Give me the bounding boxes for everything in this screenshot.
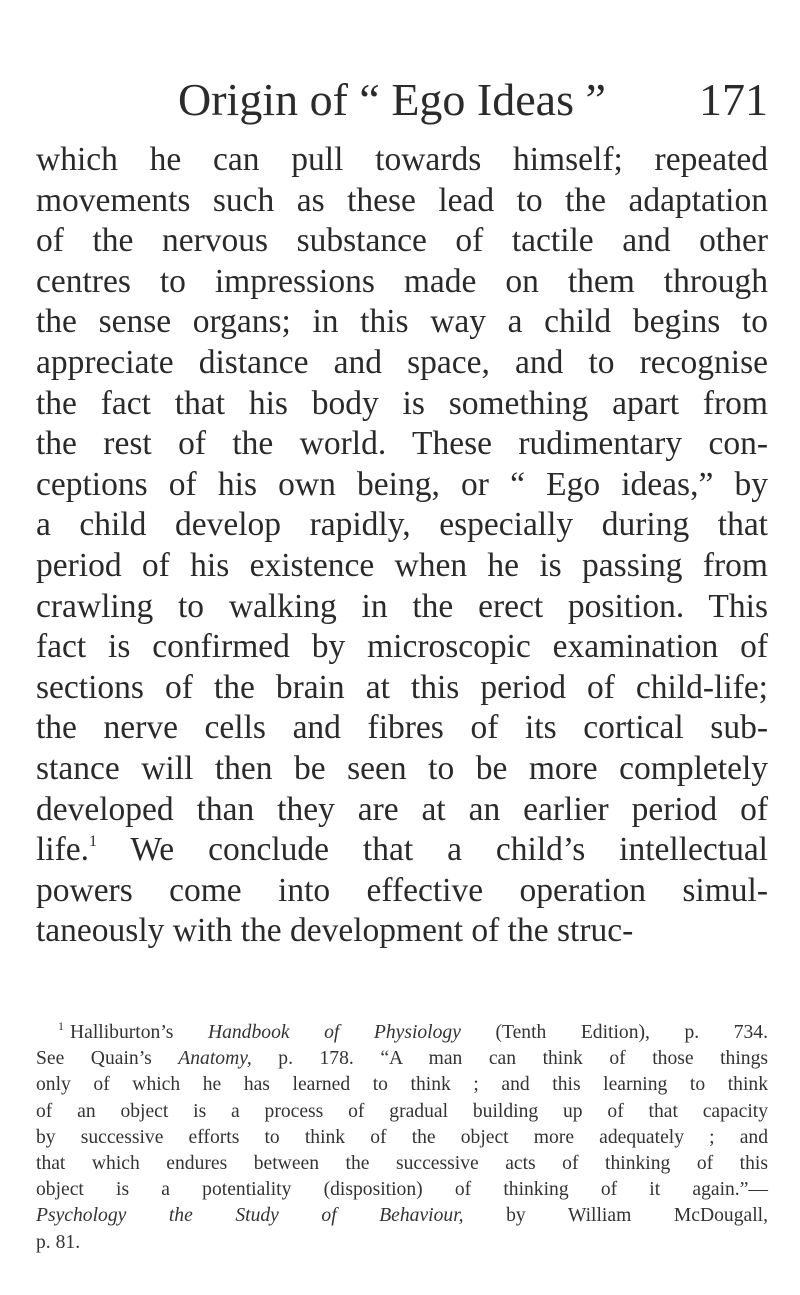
footnote-book-title: Anatomy, (178, 1048, 252, 1070)
body-line: appreciate distance and space, and to recognise (36, 343, 768, 381)
footnote-book-title: Psychology the Study of Behaviour, (36, 1205, 464, 1227)
body-line: fact is confirmed by microscopic examination of (36, 628, 768, 666)
footnote-line (36, 1046, 768, 1072)
body-text (36, 140, 768, 952)
body-text-fragment: We conclude that a child’s intellectual (97, 831, 768, 869)
footnote-book-title: Handbook of Physiology (207, 1022, 461, 1043)
footnote-line: by successive efforts to think of the object more adequately ; and (36, 1126, 768, 1148)
body-line: crawling to walking in the erect position. This (36, 587, 768, 625)
body-line: the nerve cells and fibres of its cortical sub- (36, 709, 768, 747)
footnote-line: p. 81. (36, 1231, 81, 1253)
page-number: 171 (699, 74, 768, 125)
body-line: stance will then be seen to be more completely (36, 749, 768, 787)
footnote-line: that which endures between the successive acts of thinking of this (36, 1152, 768, 1174)
body-line: taneously with the development of the struc- (36, 912, 634, 950)
body-line: a child develop rapidly, especially during that (36, 506, 768, 544)
running-head-title: Origin of “ Ego Ideas ” (178, 74, 606, 125)
body-line: period of his existence when he is passing from (36, 546, 768, 584)
footnote-text: p. 178. “A man can think of those things (251, 1048, 769, 1070)
body-line-with-footnote-ref (36, 830, 768, 871)
body-line: ceptions of his own being, or “ Ego ideas,” by (36, 465, 768, 503)
footnote-line: only of which he has learned to think ; and this learning to think (36, 1074, 768, 1096)
footnote-reference[interactable]: 1 (89, 833, 98, 851)
body-text-fragment: life. (36, 831, 90, 869)
body-line: movements such as these lead to the adaptation (36, 181, 768, 219)
footnote-marker: 1 (58, 1019, 64, 1033)
footnote-line: object is a potentiality (disposition) of thinking of it again.”— (36, 1179, 768, 1201)
body-line: of the nervous substance of tactile and other (36, 222, 768, 260)
footnote-line (36, 1020, 768, 1046)
body-line: which he can pull towards himself; repeated (36, 141, 768, 178)
footnote-text: by William McDougall, (463, 1205, 769, 1227)
body-line: the fact that his body is something apart from (36, 384, 768, 422)
footnote-text: Halliburton’s (70, 1022, 208, 1043)
body-line: centres to impressions made on them through (36, 262, 768, 300)
footnote (36, 1020, 768, 1256)
footnote-line: of an object is a process of gradual building up of that capacity (36, 1100, 768, 1122)
body-line: the sense organs; in this way a child begins to (36, 303, 768, 341)
body-line: powers come into effective operation simul- (36, 871, 768, 909)
footnote-text: See Quain’s (36, 1048, 179, 1070)
body-line: developed than they are at an earlier period of (36, 790, 768, 828)
footnote-line (36, 1203, 768, 1229)
running-head (178, 70, 768, 130)
body-line: sections of the brain at this period of child-life; (36, 668, 768, 706)
footnote-text: (Tenth Edition), p. 734. (460, 1022, 768, 1043)
body-line: the rest of the world. These rudimentary con- (36, 425, 768, 463)
